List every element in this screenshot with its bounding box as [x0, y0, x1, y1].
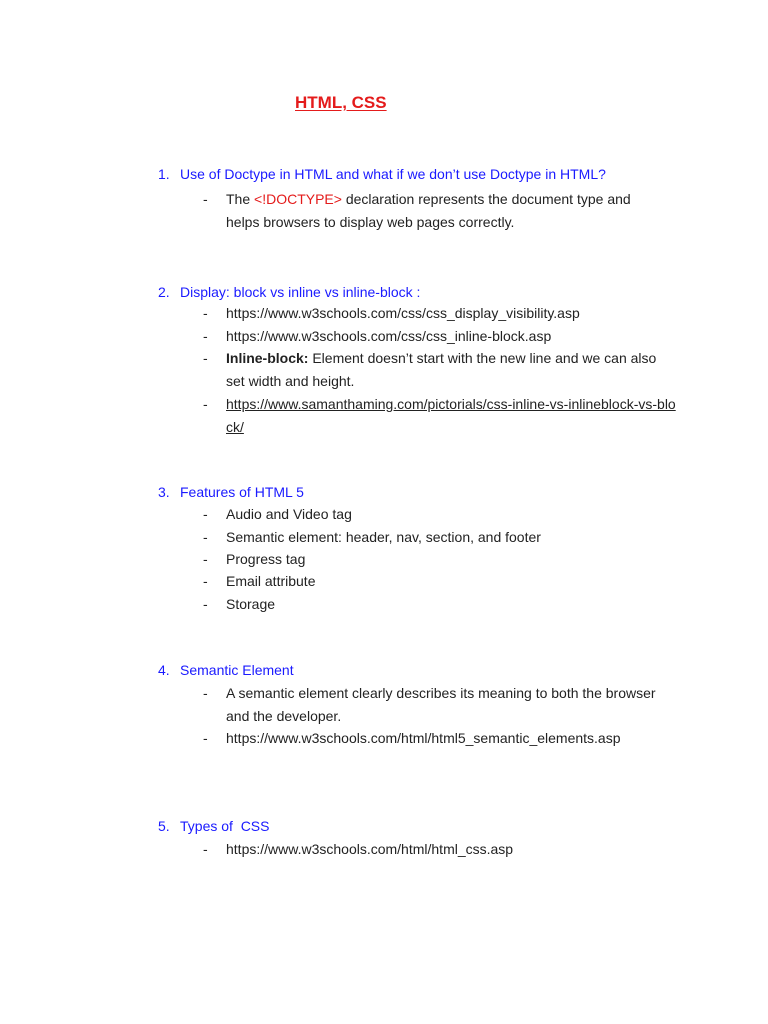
section-heading-3 — [158, 484, 304, 500]
samanthaming-link[interactable]: https://www.samanthaming.com/pictorials/css-inline-vs-inlineblock-vs-block/ — [226, 396, 676, 435]
bullet-dash: - — [203, 573, 208, 589]
doctype-highlight: <!DOCTYPE> — [254, 191, 342, 207]
bullet-dash: - — [203, 350, 208, 366]
bullet-dash: - — [203, 328, 208, 344]
section-heading-4 — [158, 662, 294, 678]
bullet-text: https://www.w3schools.com/html/html5_semantic_elements.asp — [226, 730, 621, 746]
section-heading-text: Use of Doctype in HTML and what if we don’t use Doctype in HTML? — [180, 166, 606, 182]
bullet-text: Progress tag — [226, 551, 306, 567]
section-number: 5. — [158, 818, 170, 834]
bullet-dash: - — [203, 305, 208, 321]
bullet-text: Storage — [226, 596, 276, 612]
section-heading-text: Features of HTML 5 — [180, 484, 304, 500]
bullet-text: https://www.w3schools.com/css/css_display_visibility.asp — [226, 305, 580, 321]
section-heading-text: Display: block vs inline vs inline-block : — [180, 284, 421, 300]
bullet-dash: - — [203, 191, 208, 207]
bullet-dash: - — [203, 529, 208, 545]
bullet-dash: - — [203, 396, 208, 412]
bullet-dash: - — [203, 506, 208, 522]
section-heading-1 — [158, 166, 606, 182]
section-heading-text: Types of CSS — [180, 818, 270, 834]
section-heading-text: Semantic Element — [180, 662, 294, 678]
bullet-text: Audio and Video tag — [226, 506, 352, 522]
bullet-text: The <!DOCTYPE> declaration represents the document type and helps browsers to display web pages correctly. — [226, 191, 631, 230]
bullet-dash: - — [203, 685, 208, 701]
section-heading-2 — [158, 284, 420, 300]
bullet-dash: - — [203, 730, 208, 746]
section-number: 3. — [158, 484, 170, 500]
bullet-dash: - — [203, 841, 208, 857]
page-title: HTML, CSS — [295, 93, 387, 112]
section-number: 2. — [158, 284, 170, 300]
bullet-dash: - — [203, 596, 208, 612]
section-number: 4. — [158, 662, 170, 678]
bullet-text: A semantic element clearly describes its meaning to both the browser and the developer. — [226, 685, 656, 724]
bullet-text: Inline-block: Element doesn’t start with the new line and we can also set width and height. — [226, 350, 657, 389]
section-number: 1. — [158, 166, 170, 182]
bullet-text: Semantic element: header, nav, section, and footer — [226, 529, 541, 545]
bullet-dash: - — [203, 551, 208, 567]
bullet-text: https://www.w3schools.com/css/css_inline-block.asp — [226, 328, 552, 344]
bullet-text: https://www.w3schools.com/html/html_css.asp — [226, 841, 514, 857]
bullet-bold-label: Inline-block: — [226, 350, 309, 366]
section-heading-5 — [158, 818, 269, 834]
bullet-text: Email attribute — [226, 573, 316, 589]
